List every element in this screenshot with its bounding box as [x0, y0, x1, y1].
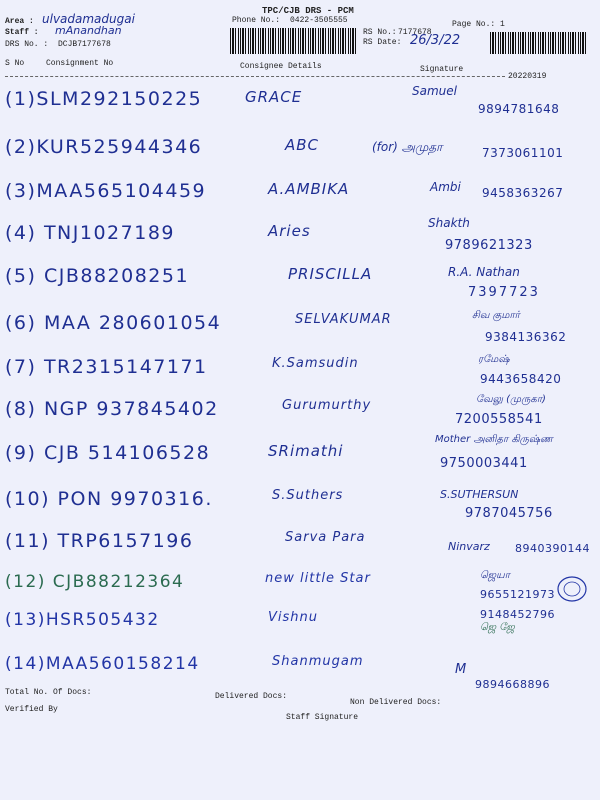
receiver-phone: 8940390144: [515, 542, 590, 555]
receiver-signature: ரமேஷ்: [478, 354, 510, 365]
receiver-signature: R.A. Nathan: [448, 265, 520, 279]
table-row: [0, 180, 600, 220]
consignee-name: K.Samsudin: [272, 356, 359, 371]
receiver-phone: 9458363267: [482, 186, 564, 200]
table-row: [0, 394, 600, 438]
consignment-no: (4) TNJ1027189: [5, 222, 175, 244]
consignee-name: S.Suthers: [272, 488, 344, 503]
phone-value: 0422-3505555: [290, 16, 348, 25]
consignment-no: (8) NGP 937845402: [5, 398, 219, 420]
table-row: [0, 356, 600, 396]
table-row: [0, 312, 600, 352]
consignment-no: (13)HSR505432: [5, 610, 160, 630]
phone-label: Phone No.:: [232, 16, 281, 25]
table-row: [0, 488, 600, 528]
consignee-name: SRimathi: [268, 442, 344, 460]
consignee-name: Vishnu: [268, 610, 318, 625]
receiver-phone: 9787045756: [465, 506, 553, 521]
receiver-signature: ஜெயா: [480, 570, 510, 581]
area-label: Area :: [5, 17, 34, 26]
receiver-signature: Mother அனிதா கிருஷ்ண: [435, 434, 553, 445]
print-date: 20220319: [508, 72, 547, 81]
table-row: [0, 530, 600, 570]
receiver-phone: 7373061101: [482, 146, 564, 160]
receiver-phone: 9894781648: [478, 102, 560, 116]
rs-no-label: RS No.:: [363, 28, 397, 37]
receiver-signature: Ninvarz: [448, 540, 490, 553]
consignee-name: A.AMBIKA: [268, 180, 350, 198]
consignee-name: Aries: [268, 222, 311, 240]
consignee-name: GRACE: [245, 88, 303, 106]
page-no-label: Page No.:: [452, 20, 496, 29]
consignee-name: Gurumurthy: [282, 398, 372, 413]
receiver-phone: 9894668896: [475, 678, 550, 691]
consignee-name: SELVAKUMAR: [295, 312, 392, 327]
consignment-no: (12) CJB88212364: [5, 572, 185, 592]
consignment-no: (9) CJB 514106528: [5, 442, 211, 464]
receiver-signature: Shakth: [428, 216, 470, 230]
table-row: [0, 434, 600, 482]
col-consignment: Consignment No: [46, 59, 114, 68]
consignment-no: (14)MAA560158214: [5, 654, 200, 674]
consignment-no: (3)MAA565104459: [5, 180, 207, 202]
non-delivered-docs-label: Non Delivered Docs:: [350, 698, 442, 707]
document-title: TPC/CJB DRS - PCM: [262, 6, 354, 16]
receiver-signature: S.SUTHERSUN: [440, 488, 519, 501]
rs-date-label: RS Date:: [363, 38, 402, 47]
receiver-phone: 9443658420: [480, 372, 562, 386]
delivered-docs-label: Delivered Docs:: [215, 692, 288, 701]
drs-no-value: DCJB7177678: [58, 40, 111, 49]
barcode-graphic: [230, 28, 358, 54]
consignee-name: new little Star: [265, 571, 371, 586]
consignee-name: PRISCILLA: [288, 265, 373, 283]
table-row: [0, 84, 600, 128]
receiver-signature: M: [455, 662, 467, 677]
drs-no-label: DRS No. :: [5, 40, 49, 49]
consignment-no: (1)SLM292150225: [5, 88, 203, 110]
verified-by-label: Verified By: [5, 705, 58, 714]
receiver-signature: Samuel: [412, 84, 457, 98]
rs-date-value: 26/3/22: [410, 33, 461, 48]
area-value: ulvadamadugai: [42, 12, 135, 26]
header-divider: [5, 76, 505, 77]
consignment-no: (10) PON 9970316.: [5, 488, 213, 510]
table-row: [0, 572, 600, 612]
consignee-name: ABC: [285, 136, 320, 154]
staff-value: mAnandhan: [55, 24, 122, 37]
receiver-signature: ஜெ ஜே: [480, 622, 515, 633]
receiver-phone: 9148452796: [480, 608, 555, 621]
col-signature: Signature: [420, 65, 464, 74]
receiver-signature: வேலு (முருகா): [476, 394, 546, 405]
col-consignee: Consignee Details: [240, 62, 322, 71]
table-row: [0, 265, 600, 305]
receiver-phone: 7200558541: [455, 412, 543, 427]
receiver-phone: 9789621323: [445, 238, 533, 253]
receiver-signature: (for) அமுதா: [372, 140, 443, 154]
col-sno: S No: [5, 59, 25, 68]
table-row: [0, 610, 600, 650]
receiver-phone: 9750003441: [440, 456, 528, 471]
receiver-stamp-icon: [555, 574, 589, 604]
consignee-name: Sarva Para: [285, 530, 366, 545]
rs-no-value: 7177678: [398, 28, 432, 37]
staff-label: Staff :: [5, 28, 39, 37]
consignment-no: (5) CJB88208251: [5, 265, 190, 287]
table-row: [0, 216, 600, 262]
receiver-signature: சிவ குமார்: [472, 310, 520, 321]
consignment-no: (6) MAA 280601054: [5, 312, 222, 334]
barcode-graphic-secondary: [490, 32, 586, 54]
staff-signature-label: Staff Signature: [286, 713, 359, 722]
table-row: [0, 136, 600, 176]
receiver-phone: 9384136362: [485, 330, 567, 344]
consignee-name: Shanmugam: [272, 654, 364, 669]
receiver-phone: 9655121973: [480, 588, 555, 601]
receiver-phone: 7397723: [468, 285, 540, 300]
total-docs-label: Total No. Of Docs:: [5, 688, 92, 697]
page-no-value: 1: [500, 20, 505, 29]
consignment-no: (11) TRP6157196: [5, 530, 194, 552]
consignment-no: (2)KUR525944346: [5, 136, 203, 158]
consignment-no: (7) TR2315147171: [5, 356, 208, 378]
receiver-signature: Ambi: [430, 180, 461, 194]
